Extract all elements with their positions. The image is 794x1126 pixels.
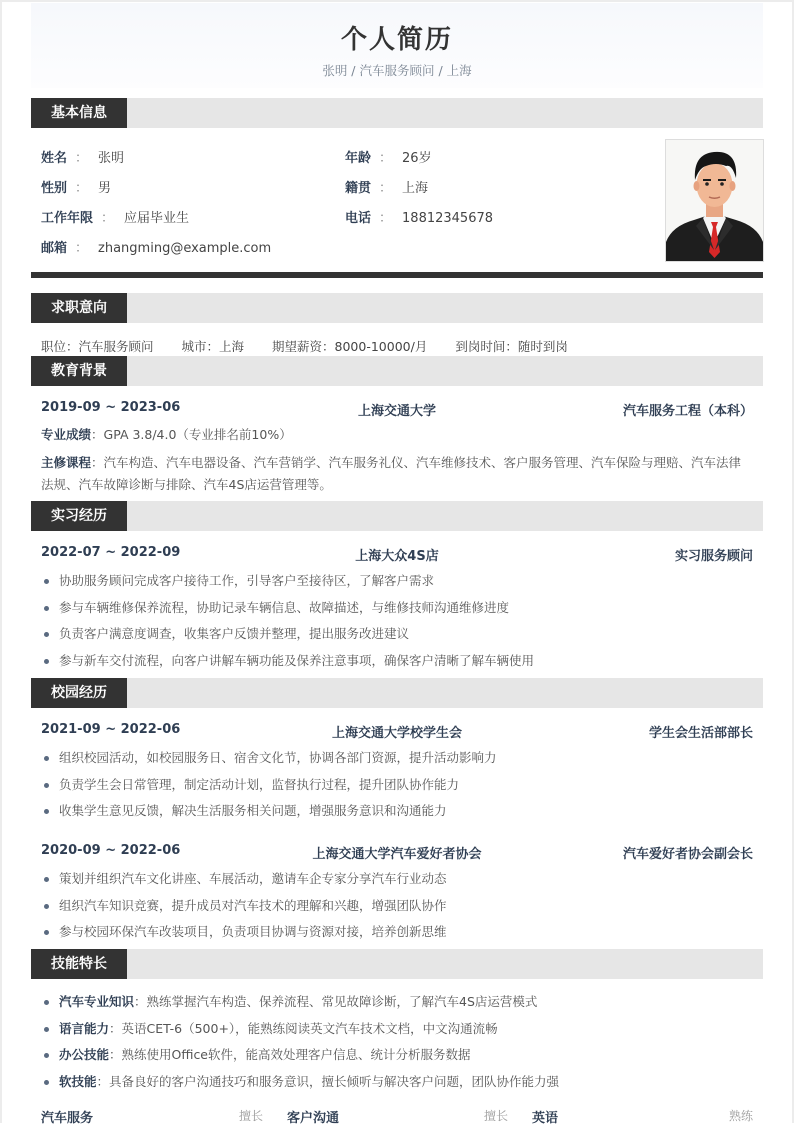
avatar-photo: [665, 139, 764, 262]
skill-level: 擅长: [483, 1109, 508, 1123]
education-entry-header: [41, 400, 753, 418]
gpa-label: 专业成绩: [41, 427, 92, 442]
campus-bullets: [41, 870, 753, 950]
education-courses: [41, 452, 753, 496]
skill-level: 熟练: [728, 1109, 753, 1123]
section-title: 校园经历: [31, 678, 127, 708]
list-item: [41, 1046, 753, 1073]
list-item: 参与校园环保汽车改装项目，负责项目协调与资源对接，培养创新思维: [41, 923, 753, 950]
entry-org: 上海交通大学汽车爱好者协会: [312, 847, 482, 862]
section-education: [31, 356, 763, 386]
skills-bullets: [41, 993, 753, 1099]
info-gender: [41, 177, 111, 196]
section-title: 技能特长: [31, 949, 127, 979]
section-basic-info: [31, 98, 763, 128]
section-title: 教育背景: [31, 356, 127, 386]
section-campus: [31, 678, 763, 708]
internship-entry-header: [41, 545, 753, 563]
intent-salary: 期望薪资：8000-10000/月: [272, 339, 428, 354]
list-item: 组织校园活动，如校园服务日、宿舍文化节，协调各部门资源，提升活动影响力: [41, 749, 753, 776]
info-value: 张明: [98, 151, 125, 166]
section-internship: [31, 501, 763, 531]
section-job-intent: [31, 293, 763, 323]
info-phone: [345, 207, 493, 226]
education-gpa: [41, 424, 753, 446]
section-title: 求职意向: [31, 293, 127, 323]
info-label: 邮箱: [41, 241, 68, 256]
list-item: [41, 1020, 753, 1047]
section-title: 基本信息: [31, 98, 127, 128]
info-hometown: [345, 177, 428, 196]
section-skills: [31, 949, 763, 979]
campus-entry-header: [41, 843, 753, 861]
colon: ：: [75, 241, 89, 256]
gpa-value: ：GPA 3.8/4.0（专业排名前10%）: [91, 427, 292, 442]
info-value: zhangming@example.com: [98, 241, 272, 256]
page-border: [0, 0, 2, 1123]
list-item: [41, 1073, 753, 1100]
info-label: 性别: [41, 181, 68, 196]
list-item: 收集学生意见反馈，解决生活服务相关问题，增强服务意识和沟通能力: [41, 802, 753, 829]
entry-role: 实习服务顾问: [674, 549, 753, 564]
skill-level-item: [287, 1107, 508, 1126]
skill-text: ：具备良好的客户沟通技巧和服务意识，擅长倾听与解决客户问题，团队协作能力强: [96, 1073, 560, 1089]
colon: ：: [75, 181, 89, 196]
list-item: 负责学生会日常管理，制定活动计划，监督执行过程，提升团队协作能力: [41, 776, 753, 803]
info-value: 上海: [402, 181, 429, 196]
skill-name: 汽车服务: [41, 1111, 94, 1126]
skill-name: 英语: [532, 1111, 559, 1126]
info-label: 籍贯: [345, 181, 372, 196]
list-item: [41, 993, 753, 1020]
internship-bullets: [41, 572, 753, 678]
entry-school: 上海交通大学: [357, 404, 436, 419]
info-label: 年龄: [345, 151, 372, 166]
info-experience: [41, 207, 189, 226]
colon: ：: [379, 181, 393, 196]
section-divider: [31, 272, 763, 278]
colon: ：: [379, 151, 393, 166]
resume-header: [31, 3, 763, 88]
intent-city: 城市：上海: [181, 339, 245, 354]
skill-text: ：熟练使用Office软件，能高效处理客户信息、统计分析服务数据: [109, 1047, 471, 1062]
page-title: 个人简历: [340, 25, 453, 55]
info-email: [41, 237, 271, 256]
skill-text: ：英语CET-6（500+），能熟练阅读英文汽车技术文档，中文沟通流畅: [109, 1020, 498, 1036]
info-label: 电话: [345, 211, 372, 226]
info-age: [345, 147, 432, 166]
courses-value: ：汽车构造、汽车电器设备、汽车营销学、汽车服务礼仪、汽车维修技术、客户服务管理、汽车保险与理赔、汽车法律法规、汽车故障诊断与排除、汽车4S店运营管理等。: [41, 455, 742, 492]
info-label: 工作年限: [41, 211, 94, 226]
campus-entry-header: [41, 722, 753, 740]
list-item: 参与新车交付流程，向客户讲解车辆功能及保养注意事项，确保客户清晰了解车辆使用: [41, 652, 753, 679]
page-border: [0, 0, 794, 2]
entry-major: 汽车服务工程（本科）: [622, 404, 753, 419]
entry-org: 上海交通大学校学生会: [331, 726, 462, 741]
info-value: 应届毕业生: [124, 211, 190, 226]
section-title: 实习经历: [31, 501, 127, 531]
skill-label: 语言能力: [59, 1020, 110, 1036]
entry-date: 2021-09 ~ 2022-06: [41, 722, 181, 737]
skill-name: 客户沟通: [287, 1111, 340, 1126]
colon: ：: [101, 211, 115, 226]
entry-date: 2022-07 ~ 2022-09: [41, 545, 181, 560]
info-value: 18812345678: [402, 211, 494, 226]
colon: ：: [379, 211, 393, 226]
skill-label: 汽车专业知识: [59, 994, 135, 1009]
list-item: 协助服务顾问完成客户接待工作，引导客户至接待区，了解客户需求: [41, 572, 753, 599]
campus-bullets: [41, 749, 753, 829]
avatar-illustration-icon: [666, 140, 763, 261]
job-intent-row: [41, 337, 596, 355]
info-value: 男: [98, 181, 112, 196]
skill-label: 软技能: [59, 1073, 97, 1089]
skill-text: ：熟练掌握汽车构造、保养流程、常见故障诊断，了解汽车4S店运营模式: [134, 994, 538, 1009]
intent-availability: 到岗时间：随时到岗: [455, 339, 568, 354]
list-item: 策划并组织汽车文化讲座、车展活动，邀请车企专家分享汽车行业动态: [41, 870, 753, 897]
skill-level: 擅长: [238, 1109, 263, 1123]
list-item: 负责客户满意度调查，收集客户反馈并整理，提出服务改进建议: [41, 625, 753, 652]
info-name: [41, 147, 124, 166]
entry-company: 上海大众4S店: [355, 549, 439, 564]
list-item: 组织汽车知识竞赛，提升成员对汽车技术的理解和兴趣，增强团队协作: [41, 897, 753, 924]
courses-label: 主修课程: [41, 455, 92, 470]
page-subtitle: 张明 / 汽车服务顾问 / 上海: [322, 63, 472, 78]
entry-date: 2020-09 ~ 2022-06: [41, 843, 181, 858]
intent-position: 职位：汽车服务顾问: [41, 339, 154, 354]
list-item: 参与车辆维修保养流程，协助记录车辆信息、故障描述，与维修技师沟通维修进度: [41, 599, 753, 626]
info-label: 姓名: [41, 151, 68, 166]
skill-level-item: [41, 1107, 263, 1126]
colon: ：: [75, 151, 89, 166]
entry-date: 2019-09 ~ 2023-06: [41, 400, 181, 415]
entry-role: 汽车爱好者协会副会长: [622, 847, 753, 862]
skill-level-item: [532, 1107, 753, 1126]
entry-role: 学生会生活部部长: [648, 726, 753, 741]
skill-label: 办公技能: [59, 1047, 110, 1062]
info-value: 26岁: [402, 151, 432, 166]
